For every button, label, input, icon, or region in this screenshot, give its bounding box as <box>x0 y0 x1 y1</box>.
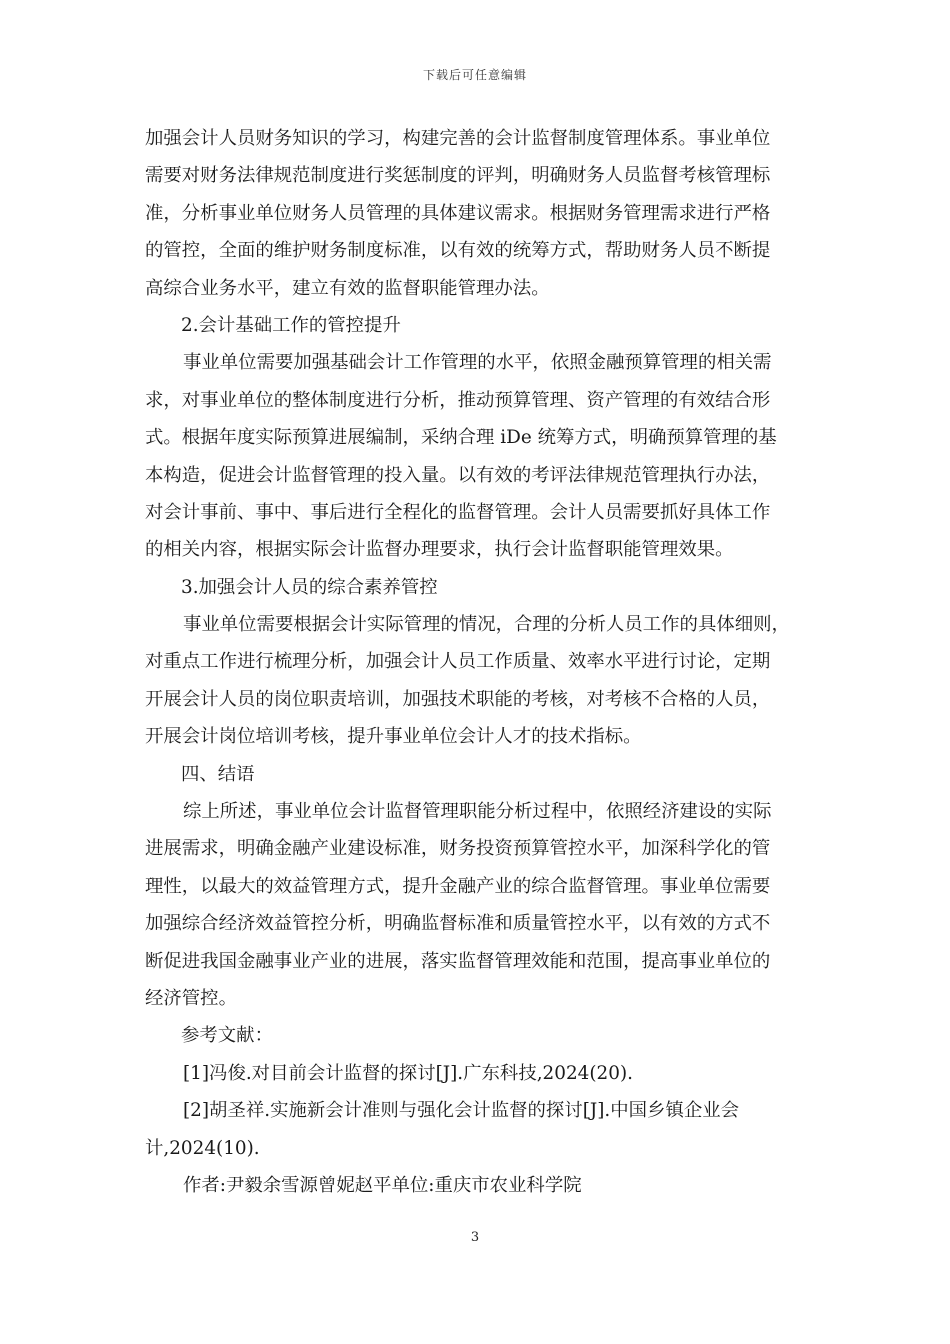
author-info: 作者:尹毅余雪源曾妮赵平单位:重庆市农业科学院 <box>183 1174 582 1196</box>
body-line: 对重点工作进行梳理分析，加强会计人员工作质量、效率水平进行讨论，定期 <box>145 651 771 673</box>
page-header-note: 下载后可任意编辑 <box>422 68 527 82</box>
paragraph-first-line: 事业单位需要加强基础会计工作管理的水平，依照金融预算管理的相关需 <box>183 352 772 374</box>
section-heading: 四、结语 <box>181 763 255 785</box>
body-line: 开展会计岗位培训考核，提升事业单位会计人才的技术指标。 <box>145 726 642 748</box>
body-line: 本构造，促进会计监督管理的投入量。以有效的考评法律规范管理执行办法， <box>145 464 771 486</box>
body-line: 进展需求，明确金融产业建设标准，财务投资预算管控水平，加深科学化的管 <box>145 838 771 860</box>
body-line: 的管控，全面的维护财务制度标准，以有效的统筹方式，帮助财务人员不断提 <box>145 240 771 262</box>
body-line: 加强会计人员财务知识的学习，构建完善的会计监督制度管理体系。事业单位 <box>145 128 771 149</box>
section-heading: 3.加强会计人员的综合素养管控 <box>181 576 438 598</box>
page-number: 3 <box>470 1230 480 1245</box>
body-line: 经济管控。 <box>145 987 237 1009</box>
body-line: 加强综合经济效益管控分析，明确监督标准和质量管控水平，以有效的方式不 <box>145 913 771 935</box>
body-line: 求，对事业单位的整体制度进行分析，推动预算管理、资产管理的有效结合形 <box>145 389 771 411</box>
body-line: 需要对财务法律规范制度进行奖惩制度的评判，明确财务人员监督考核管理标 <box>145 165 771 187</box>
section-heading: 2.会计基础工作的管控提升 <box>181 314 401 336</box>
document-body <box>145 120 813 1204</box>
reference-item-continued: 计,2024(10). <box>145 1137 260 1159</box>
reference-item: [1]冯俊.对目前会计监督的探讨[J].广东科技,2024(20). <box>183 1062 633 1084</box>
body-line: 高综合业务水平，建立有效的监督职能管理办法。 <box>145 277 550 299</box>
references-heading: 参考文献： <box>181 1025 273 1047</box>
body-line: 准，分析事业单位财务人员管理的具体建议需求。根据财务管理需求进行严格 <box>145 202 771 224</box>
body-line: 断促进我国金融事业产业的进展，落实监督管理效能和范围，提高事业单位的 <box>145 950 771 972</box>
reference-item: [2]胡圣祥.实施新会计准则与强化会计监督的探讨[J].中国乡镇企业会 <box>183 1100 740 1122</box>
paragraph-first-line: 综上所述，事业单位会计监督管理职能分析过程中，依照经济建设的实际 <box>183 801 772 823</box>
paragraph-first-line: 事业单位需要根据会计实际管理的情况，合理的分析人员工作的具体细则， <box>183 614 790 636</box>
body-line: 式。根据年度实际预算进展编制，采纳合理 iDe 统筹方式，明确预算管理的基 <box>145 427 777 449</box>
body-line: 开展会计人员的岗位职责培训，加强技术职能的考核，对考核不合格的人员， <box>145 688 771 710</box>
body-line: 对会计事前、事中、事后进行全程化的监督管理。会计人员需要抓好具体工作 <box>145 501 771 523</box>
body-line: 的相关内容，根据实际会计监督办理要求，执行会计监督职能管理效果。 <box>145 539 734 561</box>
body-line: 理性，以最大的效益管理方式，提升金融产业的综合监督管理。事业单位需要 <box>145 875 771 897</box>
